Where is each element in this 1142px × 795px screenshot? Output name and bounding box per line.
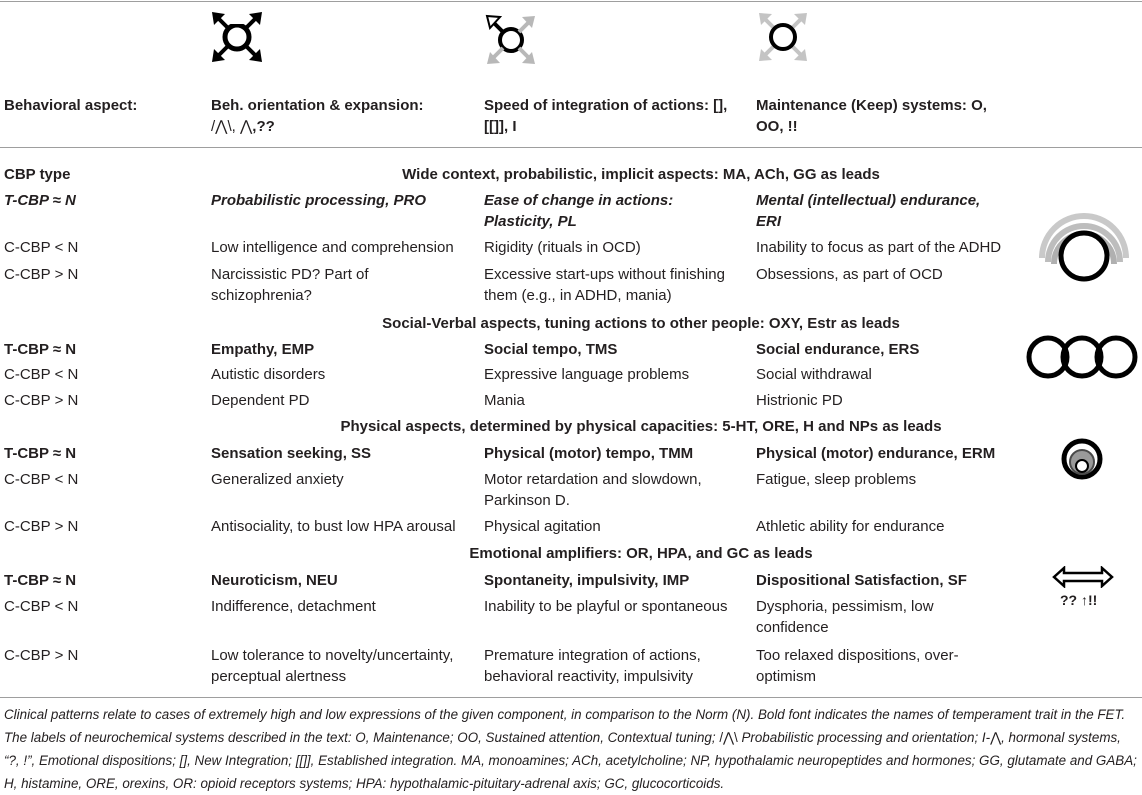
pattern-cell: Inability to be playful or spontaneous <box>484 598 728 615</box>
section-title: Physical aspects, determined by physical capacities: 5-HT, ORE, H and NPs as leads <box>340 418 942 435</box>
pattern-cell: Histrionic PD <box>756 392 843 409</box>
section-title: Emotional amplifiers: OR, HPA, and GC as leads <box>469 545 813 562</box>
nested-arcs-icon <box>1036 188 1132 284</box>
high-label: C-CBP > N <box>4 266 79 283</box>
high-label: C-CBP > N <box>4 518 79 535</box>
pattern-cell: Generalized anxiety <box>211 471 344 488</box>
trait-name: Social tempo, TMS <box>484 341 618 358</box>
col1-header: Beh. orientation & expansion: <box>211 97 424 114</box>
trait-name: Mental (intellectual) endurance, ERI <box>756 192 981 230</box>
top-border <box>0 1 1142 2</box>
norm-label: T-CBP ≈ N <box>4 572 77 589</box>
pattern-cell: Expressive language problems <box>484 366 690 383</box>
pattern-cell: Excessive start-ups without finishing them (e.g., in ADHD, mania) <box>484 266 725 304</box>
table-bottom-border <box>0 697 1142 698</box>
col2-header-line1: Speed of integration of actions: [], <box>484 97 728 114</box>
norm-label: T-CBP ≈ N <box>4 445 77 462</box>
high-label: C-CBP > N <box>4 647 79 664</box>
pattern-cell: Mania <box>484 392 525 409</box>
trait-name: Ease of change in actions: Plasticity, PL <box>484 192 674 230</box>
pattern-cell: Athletic ability for endurance <box>756 518 945 535</box>
concentric-dots-icon <box>1060 437 1104 481</box>
footnote-text: Probabilistic processing and orientation; I- <box>737 730 991 745</box>
pattern-cell: Dysphoria, pessimism, low confidence <box>756 598 934 636</box>
pattern-cell: Motor retardation and slowdown, Parkinson D. <box>484 471 702 509</box>
pattern-cell: Indifference, detachment <box>211 598 376 615</box>
emotional-symbols: ?? ↑!! <box>1060 592 1098 608</box>
trait-name: Dispositional Satisfaction, SF <box>756 572 967 589</box>
male-symbol-arrows-icon <box>484 10 538 64</box>
footnote-text: , hormonal systems, “?, !”, Emotional dispositions; [], New Integration; [[]], Established integration. MA, monoamines; ACh, acetylcholine; NP, hypothalamic neuropeptides and hormones; GG, glutamate and GABA; H, histamine, ORE, orexins, OR: opioid receptors systems; HPA: hypothalamic-pituitary-adrenal axis; GC, glucocorticoids. <box>4 730 1137 791</box>
cbp-type-label: CBP type <box>4 166 71 183</box>
col1-symbols-a: /⋀\, ⋀ <box>211 118 253 135</box>
pattern-cell: Antisociality, to bust low HPA arousal <box>211 518 456 535</box>
pattern-cell: Narcissistic PD? Part of schizophrenia? <box>211 266 369 304</box>
pattern-cell: Physical agitation <box>484 518 601 535</box>
pattern-cell: Rigidity (rituals in OCD) <box>484 239 641 256</box>
three-rings-icon <box>1026 333 1138 381</box>
section-title: Wide context, probabilistic, implicit aspects: MA, ACh, GG as leads <box>402 166 880 183</box>
pattern-cell: Low tolerance to novelty/uncertainty, perceptual alertness <box>211 647 454 685</box>
pattern-cell: Social withdrawal <box>756 366 872 383</box>
norm-label: T-CBP ≈ N <box>4 341 77 358</box>
low-label: C-CBP < N <box>4 239 79 256</box>
section-title: Social-Verbal aspects, tuning actions to other people: OXY, Estr as leads <box>382 315 900 332</box>
trait-name: Spontaneity, impulsivity, IMP <box>484 572 690 589</box>
pattern-cell: Fatigue, sleep problems <box>756 471 917 488</box>
norm-label: T-CBP ≈ N <box>4 192 76 209</box>
pattern-cell: Obsessions, as part of OCD <box>756 266 943 283</box>
col3-header-line1: Maintenance (Keep) systems: O, <box>756 97 987 114</box>
pattern-cell: Inability to focus as part of the ADHD <box>756 239 1002 256</box>
pattern-cell: Dependent PD <box>211 392 310 409</box>
pattern-cell: Autistic disorders <box>211 366 326 383</box>
trait-name: Probabilistic processing, PRO <box>211 192 427 209</box>
high-label: C-CBP > N <box>4 392 79 409</box>
trait-name: Physical (motor) tempo, TMM <box>484 445 694 462</box>
pattern-cell: Low intelligence and comprehension <box>211 239 454 256</box>
double-arrow-icon <box>1052 566 1114 588</box>
col1-symbols-b: ,?? <box>252 118 275 135</box>
table-footnote <box>4 703 1138 795</box>
trait-name: Empathy, EMP <box>211 341 315 358</box>
low-label: C-CBP < N <box>4 598 79 615</box>
behavioral-aspect-label: Behavioral aspect: <box>4 97 138 114</box>
trait-name: Physical (motor) endurance, ERM <box>756 445 996 462</box>
header-divider <box>0 147 1142 148</box>
col1-header-symbols <box>211 116 275 137</box>
pattern-cell: Too relaxed dispositions, over-optimism <box>756 647 959 685</box>
pattern-cell: Premature integration of actions, behavioral reactivity, impulsivity <box>484 647 701 685</box>
low-label: C-CBP < N <box>4 471 79 488</box>
trait-name: Social endurance, ERS <box>756 341 920 358</box>
footnote-symbol: /⋀\ <box>719 730 738 745</box>
col2-header-line2: [[]], I <box>484 118 517 135</box>
all-arrows-out-icon <box>210 10 264 64</box>
low-label: C-CBP < N <box>4 366 79 383</box>
footnote-text: Clinical patterns relate to cases of extremely high and low expressions of the given component, in comparison to the Norm (N). Bold font indicates the names of temperament trait in the FET. The labels of neurochemical systems described in the text: O, Maintenance; OO, Sustained attention, Contextual tuning; <box>4 707 1126 745</box>
col3-header-line2: OO, !! <box>756 118 798 135</box>
trait-name: Sensation seeking, SS <box>211 445 372 462</box>
trait-name: Neuroticism, NEU <box>211 572 338 589</box>
circle-faint-arrows-icon <box>756 10 810 64</box>
footnote-symbol: ⋀ <box>990 730 1002 745</box>
